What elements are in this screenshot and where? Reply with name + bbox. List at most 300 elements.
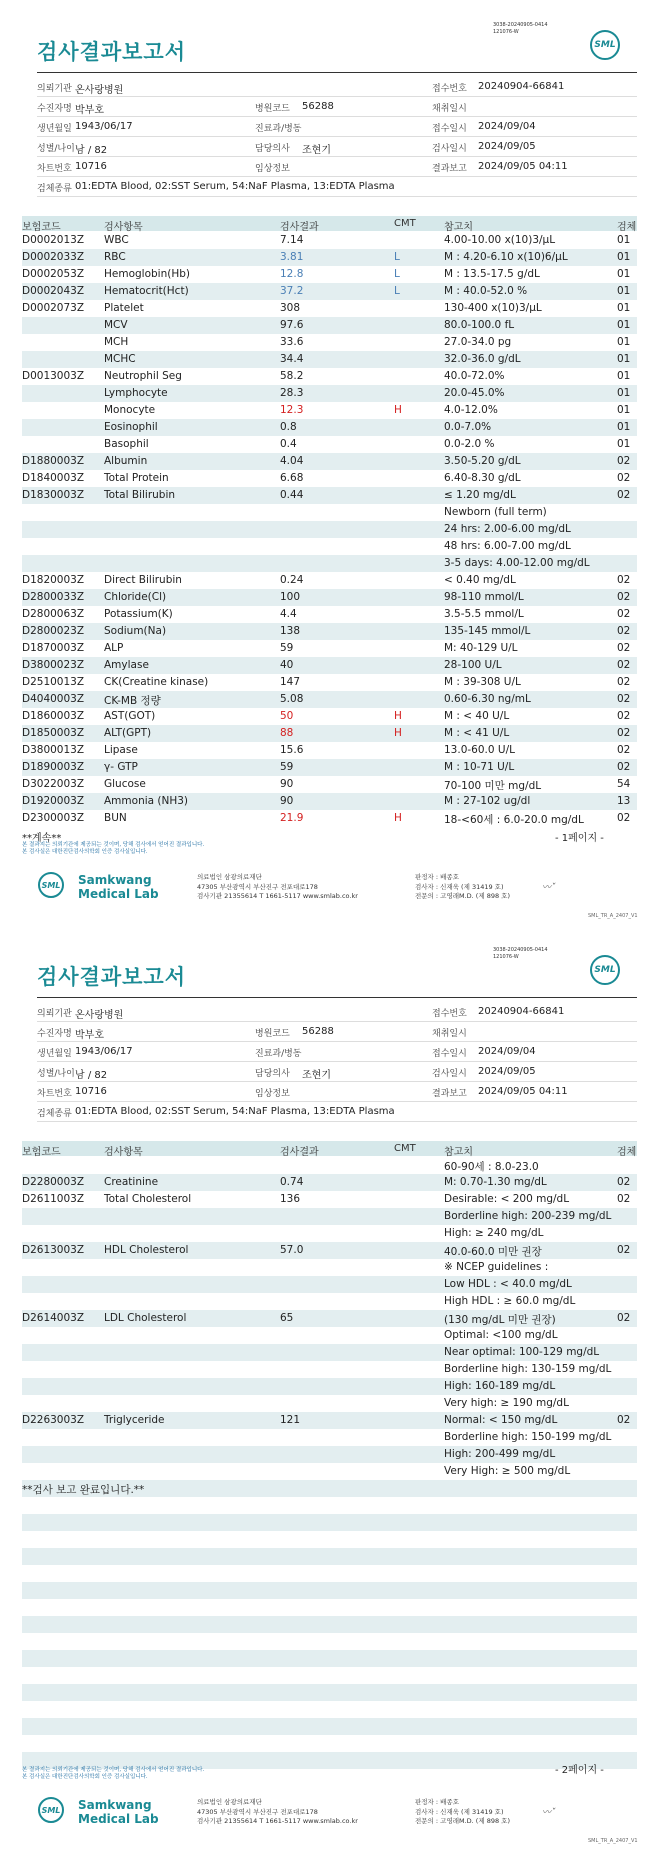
cell-code: D2613003Z — [22, 1244, 85, 1256]
cell-ref: 24 hrs: 2.00-6.00 mg/dL — [444, 523, 571, 535]
signature-scribble: 〰ˇ — [542, 883, 556, 893]
clinical-label: 임상정보 — [255, 164, 290, 174]
table-row — [22, 1327, 637, 1344]
info-row — [37, 1062, 637, 1082]
cell-spc: 01 — [617, 319, 631, 331]
info-row — [37, 117, 637, 137]
empty-row — [22, 1599, 637, 1616]
chart-no-value: 10716 — [75, 1086, 107, 1097]
table-row — [22, 487, 637, 504]
cell-spc: 01 — [617, 421, 631, 433]
info-row — [37, 1022, 637, 1042]
table-row — [22, 1378, 637, 1395]
cell-spc: 01 — [617, 302, 631, 314]
cell-code: D2510013Z — [22, 676, 85, 688]
cell-ref: 27.0-34.0 pg — [444, 336, 512, 348]
cell-ref: 40.0-72.0% — [444, 370, 505, 382]
results-table — [22, 1157, 637, 1769]
cell-code: D2614003Z — [22, 1312, 85, 1324]
cell-result: 37.2 — [280, 285, 304, 297]
report-label: 결과보고 — [432, 1089, 467, 1099]
results-table — [22, 232, 637, 827]
cell-code: D3022003Z — [22, 778, 85, 790]
cell-item: MCH — [104, 336, 129, 348]
table-row — [22, 1157, 637, 1174]
cell-result: 0.74 — [280, 1176, 304, 1188]
cell-result: 4.04 — [280, 455, 304, 467]
table-row — [22, 691, 637, 708]
table-row — [22, 351, 637, 368]
cell-spc: 02 — [617, 642, 631, 654]
table-row — [22, 266, 637, 283]
page-title: 검사결과보고서 — [37, 40, 187, 64]
cell-item: Ammonia (NH3) — [104, 795, 189, 807]
cell-spc: 02 — [617, 693, 631, 705]
table-row — [22, 589, 637, 606]
table-row — [22, 1429, 637, 1446]
sex-age-label: 성별/나이 — [37, 1069, 75, 1079]
cell-ref: M : < 41 U/L — [444, 727, 510, 739]
receipt-date-label: 접수일시 — [432, 124, 467, 134]
receipt-date-value: 2024/09/04 — [478, 121, 536, 132]
doctor-label: 담당의사 — [255, 1069, 290, 1079]
table-row — [22, 1276, 637, 1293]
cell-ref: High: ≥ 240 mg/dL — [444, 1227, 544, 1239]
cell-spc: 02 — [617, 727, 631, 739]
table-row — [22, 742, 637, 759]
cell-spc: 01 — [617, 438, 631, 450]
cell-item: MCHC — [104, 353, 136, 365]
sex-age-label: 성별/나이 — [37, 144, 75, 154]
cell-code: D1870003Z — [22, 642, 85, 654]
cell-item: Eosinophil — [104, 421, 158, 433]
cell-ref: 0.60-6.30 ng/mL — [444, 693, 531, 705]
cell-ref: Near optimal: 100-129 mg/dL — [444, 1346, 600, 1358]
cell-ref: M : 13.5-17.5 g/dL — [444, 268, 540, 280]
table-header: 보험코드 검사항목 검사결과 CMT 참고치 검체 — [22, 1143, 637, 1158]
divider — [37, 997, 637, 998]
empty-row — [22, 1684, 637, 1701]
collect-date-label: 채취일시 — [432, 104, 467, 114]
report-date-value: 2024/09/05 04:11 — [478, 161, 568, 172]
cell-spc: 02 — [617, 676, 631, 688]
receipt-date-label: 접수일시 — [432, 1049, 467, 1059]
doctor-value: 조현기 — [302, 145, 331, 156]
cell-code: D0013003Z — [22, 370, 85, 382]
hospital-code-label: 병원코드 — [255, 1029, 290, 1039]
cell-item: Potassium(K) — [104, 608, 173, 620]
cell-item: Sodium(Na) — [104, 625, 167, 637]
cell-item: Amylase — [104, 659, 149, 671]
table-row — [22, 402, 637, 419]
cell-spc: 02 — [617, 574, 631, 586]
test-date-label: 검사일시 — [432, 1069, 467, 1079]
cell-code: D0002033Z — [22, 251, 85, 263]
test-date-value: 2024/09/05 — [478, 1066, 536, 1077]
cell-spc: 01 — [617, 285, 631, 297]
cell-spc: 02 — [617, 1176, 631, 1188]
cell-ref: Optimal: <100 mg/dL — [444, 1329, 558, 1341]
cell-result: 40 — [280, 659, 294, 671]
cell-result: 7.14 — [280, 234, 304, 246]
cell-flag: L — [394, 268, 400, 280]
cell-ref: Borderline high: 130-159 mg/dL — [444, 1363, 612, 1375]
patient-info — [37, 77, 637, 197]
sex-age-value: 남 / 82 — [75, 1070, 108, 1081]
institution-value: 온사랑병원 — [75, 1010, 124, 1021]
chart-label: 차트번호 — [37, 164, 72, 174]
cell-item: Direct Bilirubin — [104, 574, 182, 586]
specimen-label: 검체종류 — [37, 184, 72, 194]
info-row — [37, 1082, 637, 1102]
table-row — [22, 1446, 637, 1463]
cell-ref: ※ NCEP guidelines : — [444, 1261, 549, 1273]
test-date-label: 검사일시 — [432, 144, 467, 154]
cell-ref: Desirable: < 200 mg/dL — [444, 1193, 570, 1205]
table-row — [22, 1191, 637, 1208]
footer-sml-logo: SML — [38, 1797, 64, 1823]
cell-ref: M: 40-129 U/L — [444, 642, 518, 654]
cell-item: BUN — [104, 812, 127, 824]
cell-ref: 40.0-60.0 미만 권장 — [444, 1246, 542, 1258]
table-row — [22, 470, 637, 487]
page-number: - 1페이지 - — [555, 833, 604, 844]
table-row — [22, 708, 637, 725]
cell-item: Albumin — [104, 455, 148, 467]
cell-result: 121 — [280, 1414, 301, 1426]
cell-item: RBC — [104, 251, 126, 263]
specimen-value: 01:EDTA Blood, 02:SST Serum, 54:NaF Plasma, 13:EDTA Plasma — [75, 181, 395, 192]
cell-flag: L — [394, 251, 400, 263]
chart-label: 차트번호 — [37, 1089, 72, 1099]
cell-result: 4.4 — [280, 608, 297, 620]
cell-code: D1830003Z — [22, 489, 85, 501]
cell-ref: Normal: < 150 mg/dL — [444, 1414, 558, 1426]
cell-code: D0002013Z — [22, 234, 85, 246]
table-row — [22, 249, 637, 266]
signature-scribble: 〰ˇ — [542, 1808, 556, 1818]
cell-spc: 02 — [617, 744, 631, 756]
patient-label: 수진자명 — [37, 104, 72, 114]
info-row — [37, 1102, 637, 1122]
table-row — [22, 1225, 637, 1242]
cell-ref: 80.0-100.0 fL — [444, 319, 515, 331]
cell-item: Platelet — [104, 302, 144, 314]
cell-item: CK-MB 정량 — [104, 695, 161, 707]
cell-item: WBC — [104, 234, 129, 246]
empty-row — [22, 1565, 637, 1582]
table-row — [22, 1463, 637, 1480]
table-row — [22, 725, 637, 742]
table-row — [22, 555, 637, 572]
cell-result: 88 — [280, 727, 294, 739]
cell-item: Monocyte — [104, 404, 156, 416]
cell-ref: Borderline high: 150-199 mg/dL — [444, 1431, 612, 1443]
cell-ref: 32.0-36.0 g/dL — [444, 353, 521, 365]
cell-result: 147 — [280, 676, 301, 688]
dept-label: 진료과/병동 — [255, 124, 302, 134]
footer-notes: 본 결과지는 의뢰기관에 제공되는 것이며, 당해 검사에서 얻어진 결과입니다. 본 검사실은 대한진단검사의학회 인증 검사실입니다. — [22, 842, 205, 855]
table-row — [22, 1242, 637, 1259]
form-version: SML_TR_A_2407_V1 — [588, 913, 638, 919]
cell-ref: Low HDL : < 40.0 mg/dL — [444, 1278, 572, 1290]
table-row — [22, 657, 637, 674]
cell-item: Hemoglobin(Hb) — [104, 268, 191, 280]
cell-code: D1920003Z — [22, 795, 85, 807]
clinical-label: 임상정보 — [255, 1089, 290, 1099]
cell-spc: 02 — [617, 710, 631, 722]
info-row — [37, 177, 637, 197]
cell-result: 90 — [280, 778, 294, 790]
cell-result: 59 — [280, 761, 294, 773]
table-row — [22, 606, 637, 623]
cell-ref: 48 hrs: 6.00-7.00 mg/dL — [444, 540, 571, 552]
patient-info — [37, 1002, 637, 1122]
cell-spc: 02 — [617, 1244, 631, 1256]
divider — [37, 72, 637, 73]
chart-no-value: 10716 — [75, 161, 107, 172]
cell-item: γ- GTP — [104, 761, 138, 773]
table-row — [22, 793, 637, 810]
cell-item: Triglyceride — [104, 1414, 165, 1426]
table-row — [22, 674, 637, 691]
cell-ref: 13.0-60.0 U/L — [444, 744, 515, 756]
cell-ref: M : 39-308 U/L — [444, 676, 521, 688]
cell-item: Creatinine — [104, 1176, 159, 1188]
table-row — [22, 640, 637, 657]
cell-result: 0.4 — [280, 438, 297, 450]
cell-result: 59 — [280, 642, 294, 654]
info-row — [37, 77, 637, 97]
empty-row — [22, 1548, 637, 1565]
empty-row — [22, 1616, 637, 1633]
cell-flag: L — [394, 285, 400, 297]
cell-code: D0002053Z — [22, 268, 85, 280]
cell-code: **검사 보고 완료입니다.** — [22, 1484, 145, 1496]
cell-result: 57.0 — [280, 1244, 304, 1256]
cell-ref: Borderline high: 200-239 mg/dL — [444, 1210, 612, 1222]
table-row — [22, 1395, 637, 1412]
cell-spc: 01 — [617, 353, 631, 365]
cell-spc: 01 — [617, 268, 631, 280]
cell-spc: 01 — [617, 370, 631, 382]
cell-code: D1880003Z — [22, 455, 85, 467]
collect-date-label: 채취일시 — [432, 1029, 467, 1039]
cell-item: MCV — [104, 319, 128, 331]
cell-item: Lipase — [104, 744, 138, 756]
cell-result: 33.6 — [280, 336, 304, 348]
document-id: 3038-20240905-0414 121076-W — [493, 947, 548, 960]
patient-value: 박부호 — [75, 1030, 104, 1041]
table-row — [22, 368, 637, 385]
cell-ref: Very High: ≥ 500 mg/dL — [444, 1465, 571, 1477]
table-row — [22, 1259, 637, 1276]
cell-spc: 02 — [617, 1414, 631, 1426]
cell-code: D1840003Z — [22, 472, 85, 484]
cell-item: Glucose — [104, 778, 146, 790]
table-row — [22, 1310, 637, 1327]
cell-ref: M : 27-102 ug/dl — [444, 795, 531, 807]
footer-notes: 본 결과지는 의뢰기관에 제공되는 것이며, 당해 검사에서 얻어진 결과입니다. 본 검사실은 대한진단검사의학회 인증 검사실입니다. — [22, 1767, 205, 1780]
report-date-value: 2024/09/05 04:11 — [478, 1086, 568, 1097]
cell-result: 28.3 — [280, 387, 304, 399]
cell-spc: 02 — [617, 472, 631, 484]
cell-code: D2800033Z — [22, 591, 85, 603]
empty-row — [22, 1497, 637, 1514]
cell-result: 136 — [280, 1193, 301, 1205]
lab-name: Samkwang Medical Lab — [78, 873, 159, 901]
table-row — [22, 1293, 637, 1310]
cell-ref: High: 200-499 mg/dL — [444, 1448, 556, 1460]
cell-result: 3.81 — [280, 251, 304, 263]
signatures: 판정자 : 배종호 검사자 : 신재욱 (제 31419 호) 전문의 : 고영래M.D. (제 898 호) — [415, 873, 510, 900]
table-row — [22, 334, 637, 351]
table-row — [22, 1361, 637, 1378]
institution-label: 의뢰기관 — [37, 84, 72, 94]
table-row — [22, 436, 637, 453]
table-row — [22, 776, 637, 793]
cell-item: Total Cholesterol — [104, 1193, 192, 1205]
cell-code: D1860003Z — [22, 710, 85, 722]
signatures: 판정자 : 배종호 검사자 : 신재욱 (제 31419 호) 전문의 : 고영래M.D. (제 898 호) — [415, 1798, 510, 1825]
empty-row — [22, 1735, 637, 1752]
cell-result: 0.44 — [280, 489, 304, 501]
receipt-no-label: 접수번호 — [432, 1009, 467, 1019]
table-row — [22, 538, 637, 555]
cell-code: D2300003Z — [22, 812, 85, 824]
lab-address: 의료법인 삼광의료재단 47305 부산광역시 부산진구 전포대로178 검사기관 21355614 T 1661-5117 www.smlab.co.kr — [197, 873, 358, 900]
hospital-code-label: 병원코드 — [255, 104, 290, 114]
lab-address: 의료법인 삼광의료재단 47305 부산광역시 부산진구 전포대로178 검사기관 21355614 T 1661-5117 www.smlab.co.kr — [197, 1798, 358, 1825]
empty-row — [22, 1514, 637, 1531]
cell-code: D2611003Z — [22, 1193, 85, 1205]
table-row — [22, 317, 637, 334]
cell-spc: 01 — [617, 251, 631, 263]
table-row — [22, 1412, 637, 1429]
cell-item: Chloride(Cl) — [104, 591, 167, 603]
report-label: 결과보고 — [432, 164, 467, 174]
sex-age-value: 남 / 82 — [75, 145, 108, 156]
cell-ref: (130 mg/dL 미만 권장) — [444, 1314, 556, 1326]
cell-code: D0002073Z — [22, 302, 85, 314]
cell-ref: 6.40-8.30 g/dL — [444, 472, 521, 484]
cell-ref: 3.5-5.5 mmol/L — [444, 608, 524, 620]
institution-label: 의뢰기관 — [37, 1009, 72, 1019]
sml-logo: SML — [590, 955, 620, 985]
table-row — [22, 521, 637, 538]
cell-spc: 02 — [617, 761, 631, 773]
cell-item: ALT(GPT) — [104, 727, 152, 739]
cell-spc: 01 — [617, 387, 631, 399]
cell-result: 15.6 — [280, 744, 304, 756]
cell-result: 34.4 — [280, 353, 304, 365]
cell-spc: 02 — [617, 608, 631, 620]
cell-spc: 02 — [617, 812, 631, 824]
birth-label: 생년월일 — [37, 1049, 72, 1059]
cell-item: Hematocrit(Hct) — [104, 285, 189, 297]
doctor-label: 담당의사 — [255, 144, 290, 154]
sml-logo: SML — [590, 30, 620, 60]
table-row — [22, 1480, 637, 1497]
cell-result: 97.6 — [280, 319, 304, 331]
cell-ref: 3-5 days: 4.00-12.00 mg/dL — [444, 557, 590, 569]
cell-ref: Very high: ≥ 190 mg/dL — [444, 1397, 569, 1409]
cell-result: 65 — [280, 1312, 294, 1324]
cell-ref: 60-90세 : 8.0-23.0 — [444, 1161, 539, 1173]
cell-ref: High: 160-189 mg/dL — [444, 1380, 556, 1392]
cell-ref: Newborn (full term) — [444, 506, 547, 518]
cell-ref: 20.0-45.0% — [444, 387, 505, 399]
page-number: - 2페이지 - — [555, 1765, 604, 1776]
info-row — [37, 1002, 637, 1022]
cell-ref: 28-100 U/L — [444, 659, 502, 671]
cell-result: 21.9 — [280, 812, 304, 824]
cell-result: 5.08 — [280, 693, 304, 705]
cell-code: D3800013Z — [22, 744, 85, 756]
cell-code: D2800063Z — [22, 608, 85, 620]
cell-ref: 3.50-5.20 g/dL — [444, 455, 521, 467]
empty-row — [22, 1718, 637, 1735]
cell-ref: M : 10-71 U/L — [444, 761, 515, 773]
table-row — [22, 232, 637, 249]
cell-item: ALP — [104, 642, 124, 654]
cell-item: HDL Cholesterol — [104, 1244, 189, 1256]
empty-row — [22, 1667, 637, 1684]
cell-item: Total Bilirubin — [104, 489, 176, 501]
cell-ref: 18-<60세 : 6.0-20.0 mg/dL — [444, 814, 584, 826]
table-row — [22, 504, 637, 521]
specimen-value: 01:EDTA Blood, 02:SST Serum, 54:NaF Plasma, 13:EDTA Plasma — [75, 1106, 395, 1117]
cell-item: Basophil — [104, 438, 149, 450]
document-id: 3038-20240905-0414 121076-W — [493, 22, 548, 35]
cell-item: Lymphocyte — [104, 387, 168, 399]
cell-result: 308 — [280, 302, 301, 314]
report-page-2 — [0, 925, 655, 1850]
cell-spc: 02 — [617, 1312, 631, 1324]
cell-item: Neutrophil Seg — [104, 370, 182, 382]
dept-label: 진료과/병동 — [255, 1049, 302, 1059]
patient-value: 박부호 — [75, 105, 104, 116]
cell-code: D4040003Z — [22, 693, 85, 705]
cell-item: LDL Cholesterol — [104, 1312, 187, 1324]
cell-flag: H — [394, 404, 402, 416]
cell-ref: M : < 40 U/L — [444, 710, 510, 722]
table-row — [22, 572, 637, 589]
cell-spc: 02 — [617, 489, 631, 501]
table-row — [22, 810, 637, 827]
cell-ref: M: 0.70-1.30 mg/dL — [444, 1176, 547, 1188]
table-header: 보험코드 검사항목 검사결과 CMT 참고치 검체 — [22, 218, 637, 233]
table-row — [22, 283, 637, 300]
empty-row — [22, 1582, 637, 1599]
info-row — [37, 157, 637, 177]
cell-ref: < 0.40 mg/dL — [444, 574, 516, 586]
cell-result: 100 — [280, 591, 301, 603]
page-title: 검사결과보고서 — [37, 965, 187, 989]
cell-spc: 02 — [617, 591, 631, 603]
doctor-value: 조현기 — [302, 1070, 331, 1081]
hospital-code-value: 56288 — [302, 101, 334, 112]
cell-ref: 0.0-7.0% — [444, 421, 492, 433]
receipt-no-label: 접수번호 — [432, 84, 467, 94]
cell-ref: 4.0-12.0% — [444, 404, 498, 416]
cell-result: 6.68 — [280, 472, 304, 484]
cell-flag: H — [394, 727, 402, 739]
receipt-no-value: 20240904-66841 — [478, 81, 565, 92]
cell-code: D1820003Z — [22, 574, 85, 586]
table-row — [22, 1208, 637, 1225]
cell-ref: 4.00-10.00 x(10)3/μL — [444, 234, 556, 246]
